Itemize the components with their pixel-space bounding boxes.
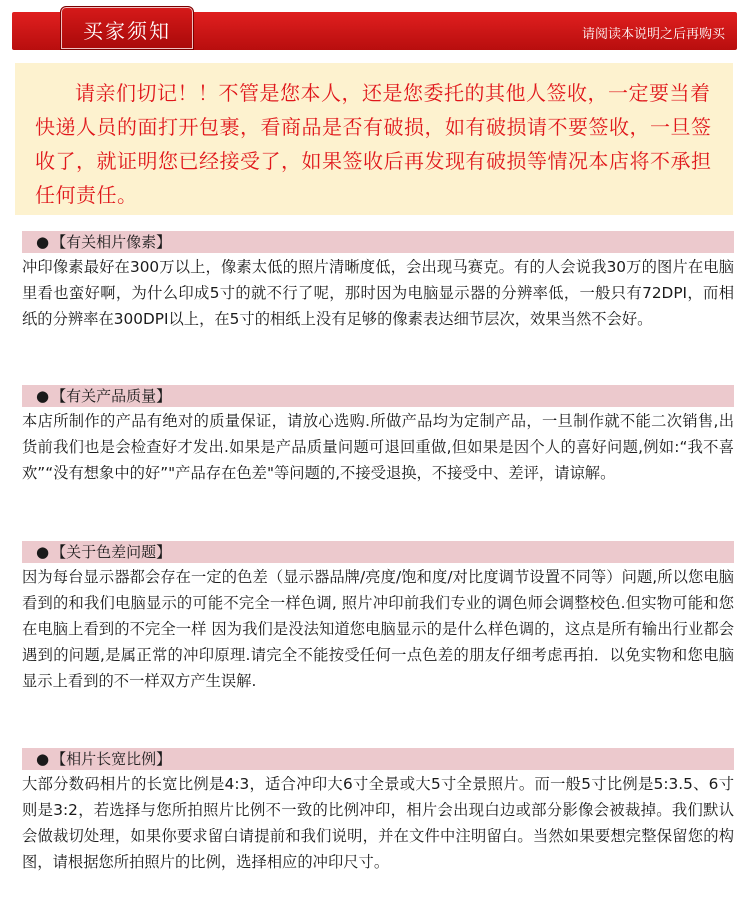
section-body: 大部分数码相片的长宽比例是4:3，适合冲印大6寸全景或大5寸全景照片。而一般5寸比例是5:3.5、6寸则是3:2，若选择与您所拍照片比例不一致的比例冲印，相片会出现白边或部分影像会被裁掉。我们默认会做裁切处理，如果你要求留白请提前和我们说明，并在文件中注明留白。当然如果要想完整保留您的构图，请根据您所拍照片的比例，选择相应的冲印尺寸。	[22, 775, 734, 871]
section-body: 冲印像素最好在300万以上，像素太低的照片清晰度低，会出现马赛克。有的人会说我30万的图片在电脑里看也蛮好啊，为什么印成5寸的就不行了呢，那时因为电脑显示器的分辨率低，一般只有72DPI，而相纸的分辨率在300DPI以上，在5寸的相纸上没有足够的像素表达细节层次，效果当然不会好。	[22, 258, 734, 328]
section-title	[22, 385, 734, 407]
section-title	[22, 231, 734, 253]
section-title-text: 【相片长宽比例】	[51, 750, 172, 768]
section-title	[22, 748, 734, 770]
section-body: 因为每台显示器都会存在一定的色差（显示器品牌/亮度/饱和度/对比度调节设置不同等）问题,所以您电脑看到的和我们电脑显示的可能不完全一样色调, 照片冲印前我们专业的调色师会调整校色.但实物可能和您在电脑上看到的不完全一样 因为我们是没法知道您电脑显示的是什么样色调的，这点是所有输出行业都会遇到的问题,是属正常的冲印原理.请完全不能按受任何一点色差的朋友仔细考虑再拍．以免实物和您电脑显示上看到的不一样双方产生误解.	[22, 568, 734, 690]
section-title-text: 【有关产品质量】	[51, 387, 172, 405]
bullet-icon: ●	[36, 543, 50, 561]
section-title-text: 【关于色差问题】	[51, 543, 172, 561]
bullet-icon: ●	[36, 750, 50, 768]
section-color-difference	[22, 541, 734, 694]
section-title	[22, 541, 734, 563]
section-aspect-ratio	[22, 748, 734, 875]
warning-notice: 请亲们切记！！不管是您本人，还是您委托的其他人签收，一定要当着快递人员的面打开包裹，看商品是否有破损，如有破损请不要签收，一旦签收了，就证明您已经接受了，如果签收后再发现有破损等情况本店将不承担任何责任。	[15, 63, 733, 215]
section-quality	[22, 385, 734, 486]
bullet-icon: ●	[36, 233, 50, 251]
header-bar	[12, 12, 737, 50]
section-body: 本店所制作的产品有绝对的质量保证，请放心选购.所做产品均为定制产品，一旦制作就不能二次销售,出货前我们也是会检查好才发出.如果是产品质量问题可退回重做,但如果是因个人的喜好问题,例如:“我不喜欢”“没有想象中的好”"产品存在色差"等问题的,不接受退换，不接受中、差评，请谅解。	[22, 412, 734, 482]
bullet-icon: ●	[36, 387, 50, 405]
header-hint: 请阅读本说明之后再购买	[581, 27, 725, 42]
section-title-text: 【有关相片像素】	[51, 233, 172, 251]
section-pixels	[22, 231, 734, 332]
header-tab	[60, 6, 194, 50]
page-title: 买家须知	[83, 19, 171, 43]
